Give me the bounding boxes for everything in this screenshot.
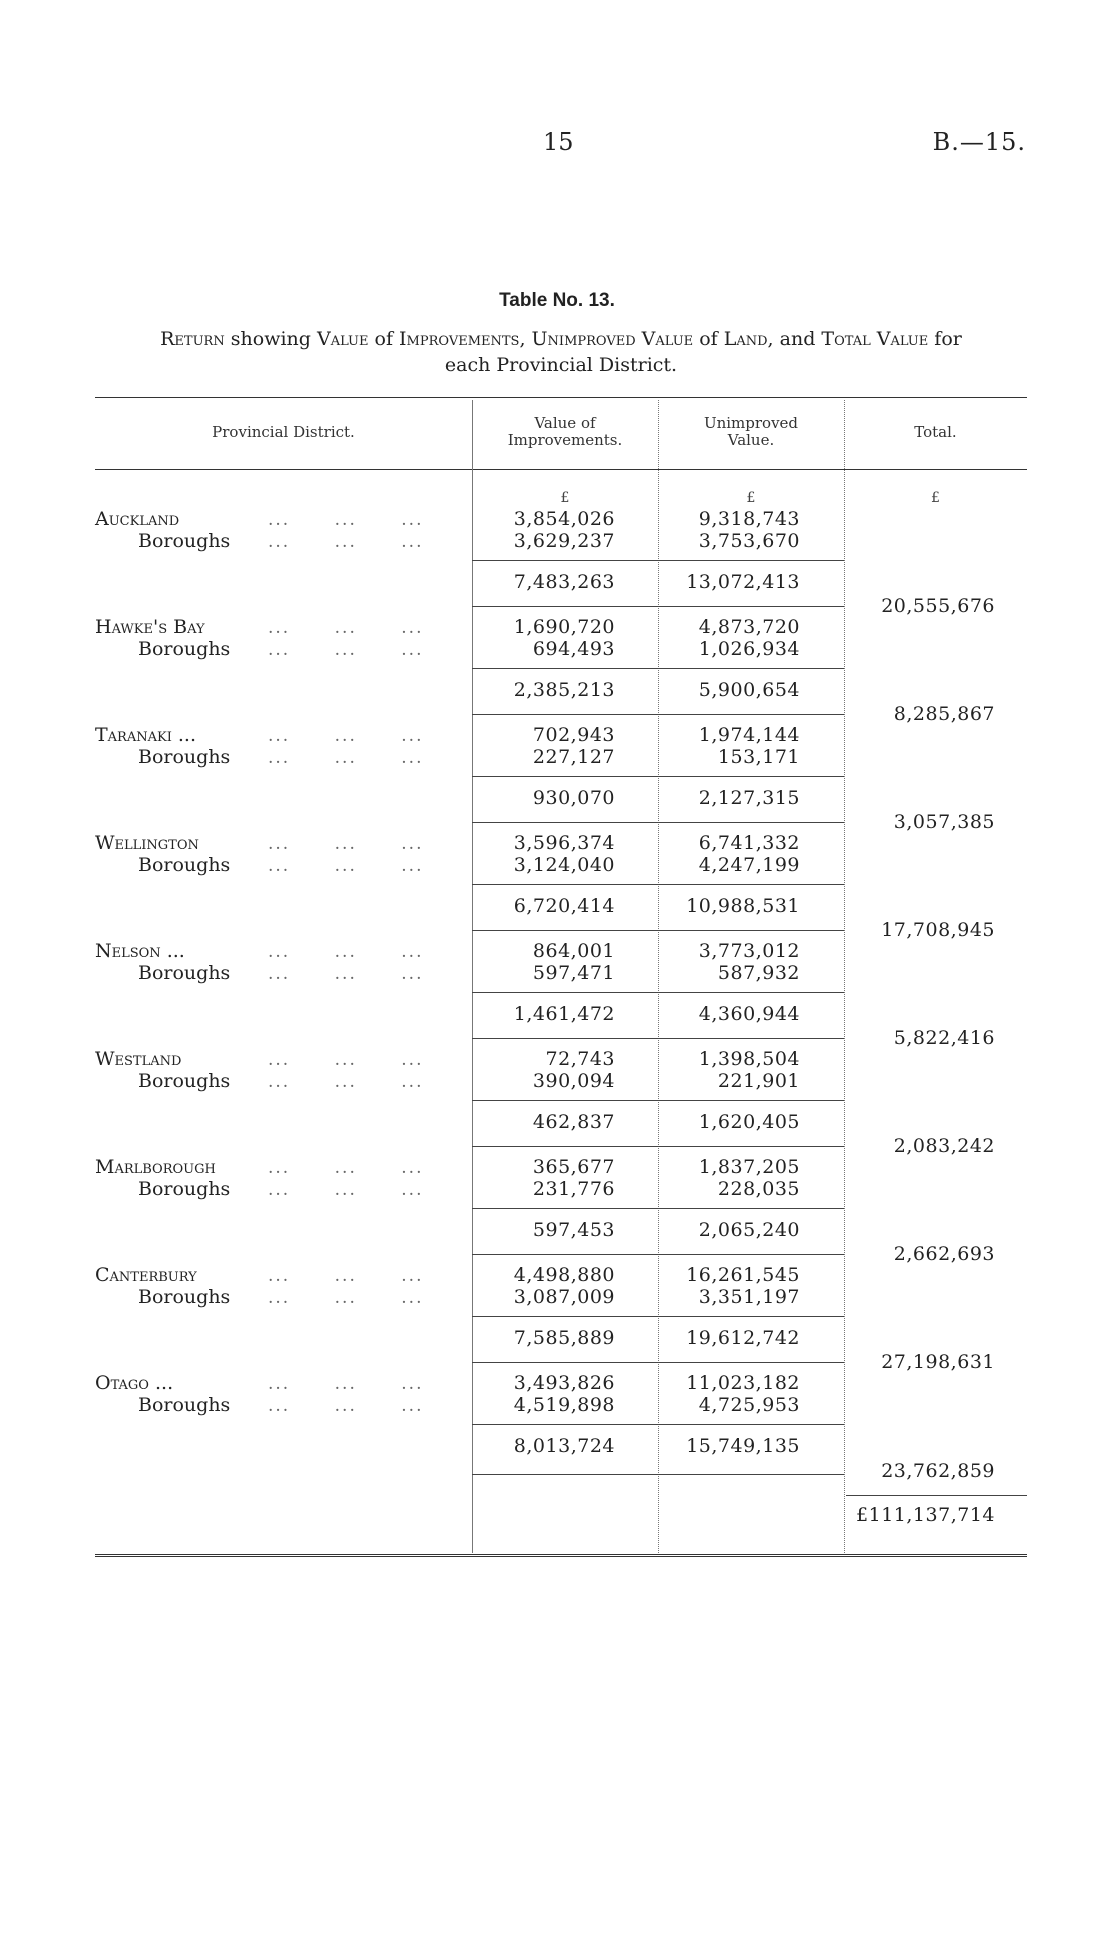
district-name: Otago ... (95, 1372, 174, 1394)
district-total: 5,822,416 (893, 1027, 995, 1049)
boroughs-unimproved-value: 1,026,934 (698, 638, 800, 660)
boroughs-improvements-value: 390,094 (532, 1070, 615, 1092)
leader-dots: ... ... ... (268, 1158, 424, 1178)
boroughs-label: Boroughs (138, 1286, 231, 1308)
subtotal-rule (472, 992, 844, 993)
currency-mark: £ (931, 490, 940, 506)
district-total: 2,083,242 (893, 1135, 995, 1157)
subtotal-improvements: 6,720,414 (513, 895, 615, 917)
boroughs-label: Boroughs (138, 746, 231, 768)
district-name: Auckland (95, 508, 180, 530)
district-total: 23,762,859 (881, 1460, 995, 1482)
grand-total-rule (846, 1495, 1027, 1496)
subtotal-rule (472, 1362, 844, 1363)
subtotal-improvements: 597,453 (532, 1219, 615, 1241)
boroughs-improvements-value: 3,629,237 (513, 530, 615, 552)
subtotal-rule (472, 606, 844, 607)
unimproved-value: 9,318,743 (698, 508, 800, 530)
subtotal-unimproved: 19,612,742 (686, 1327, 800, 1349)
leader-dots: ... ... ... (268, 532, 424, 552)
subtotal-rule (472, 822, 844, 823)
boroughs-unimproved-value: 3,753,670 (698, 530, 800, 552)
unimproved-value: 11,023,182 (686, 1372, 800, 1394)
boroughs-improvements-value: 227,127 (532, 746, 615, 768)
leader-dots: ... ... ... (268, 1180, 424, 1200)
subtotal-improvements: 7,483,263 (513, 571, 615, 593)
subtotal-unimproved: 10,988,531 (686, 895, 800, 917)
subtitle-word: Total Value (821, 328, 929, 350)
district-total: 27,198,631 (881, 1351, 995, 1373)
leader-dots: ... ... ... (268, 1072, 424, 1092)
district-block (0, 1048, 1114, 1156)
boroughs-improvements-value: 4,519,898 (513, 1394, 615, 1416)
district-block (0, 1372, 1114, 1480)
improvements-value: 365,677 (532, 1156, 615, 1178)
column-header-improvements (472, 415, 658, 449)
subtitle-word: and (779, 328, 816, 350)
header-line: Improvements. (507, 431, 623, 449)
district-name: Canterbury (95, 1264, 197, 1286)
subtotal-rule (472, 714, 844, 715)
unimproved-value: 3,773,012 (698, 940, 800, 962)
improvements-value: 3,596,374 (513, 832, 615, 854)
unimproved-value: 16,261,545 (686, 1264, 800, 1286)
subtotal-rule (472, 1146, 844, 1147)
leader-dots: ... ... ... (268, 748, 424, 768)
subtotal-rule (472, 776, 844, 777)
subtitle-word: of (374, 328, 393, 350)
district-block (0, 1264, 1114, 1372)
subtotal-rule (472, 1100, 844, 1101)
district-total: 8,285,867 (893, 703, 995, 725)
district-block (0, 1156, 1114, 1264)
district-block (0, 724, 1114, 832)
leader-dots: ... ... ... (268, 618, 424, 638)
boroughs-label: Boroughs (138, 1070, 231, 1092)
subtotal-unimproved: 15,749,135 (686, 1435, 800, 1457)
district-block (0, 616, 1114, 724)
subtotal-rule (472, 1424, 844, 1425)
district-name: Taranaki ... (95, 724, 197, 746)
improvements-value: 4,498,880 (513, 1264, 615, 1286)
subtotal-rule (472, 1208, 844, 1209)
district-name: Wellington (95, 832, 199, 854)
boroughs-label: Boroughs (138, 854, 231, 876)
unimproved-value: 1,974,144 (698, 724, 800, 746)
page-number: 15 (543, 128, 574, 156)
improvements-value: 72,743 (545, 1048, 615, 1070)
subtitle-word: Unimproved Value (531, 328, 694, 350)
boroughs-improvements-value: 3,087,009 (513, 1286, 615, 1308)
subtotal-rule (472, 668, 844, 669)
boroughs-label: Boroughs (138, 962, 231, 984)
boroughs-improvements-value: 694,493 (532, 638, 615, 660)
improvements-value: 3,493,826 (513, 1372, 615, 1394)
subtitle-word: Land, (723, 328, 774, 350)
leader-dots: ... ... ... (268, 1374, 424, 1394)
subtotal-unimproved: 13,072,413 (686, 571, 800, 593)
table-title: Table No. 13. (499, 290, 615, 311)
subtotal-unimproved: 2,065,240 (698, 1219, 800, 1241)
currency-mark: £ (560, 490, 570, 506)
header-line: Value of (534, 414, 596, 432)
page-reference: B.—15. (932, 128, 1026, 156)
leader-dots: ... ... ... (268, 510, 424, 530)
district-block (0, 940, 1114, 1048)
subtotal-rule (472, 1474, 844, 1475)
table-subtitle (95, 326, 1027, 378)
column-header-district: Provincial District. (212, 423, 355, 441)
subtitle-word: of (699, 328, 718, 350)
column-header-total: Total. (914, 423, 957, 441)
boroughs-unimproved-value: 3,351,197 (698, 1286, 800, 1308)
boroughs-label: Boroughs (138, 1394, 231, 1416)
improvements-value: 864,001 (532, 940, 615, 962)
currency-mark: £ (746, 490, 756, 506)
improvements-value: 1,690,720 (513, 616, 615, 638)
column-header-unimproved (658, 415, 844, 449)
leader-dots: ... ... ... (268, 1288, 424, 1308)
leader-dots: ... ... ... (268, 1050, 424, 1070)
district-total: 3,057,385 (893, 811, 995, 833)
subtitle-word: for (934, 328, 962, 350)
subtotal-rule (472, 1316, 844, 1317)
header-line: Value. (727, 431, 775, 449)
unimproved-value: 1,837,205 (698, 1156, 800, 1178)
subtotal-rule (472, 1254, 844, 1255)
leader-dots: ... ... ... (268, 726, 424, 746)
district-name: Marlborough (95, 1156, 216, 1178)
subtitle-word: Value (316, 328, 369, 350)
boroughs-unimproved-value: 587,932 (717, 962, 800, 984)
improvements-value: 3,854,026 (513, 508, 615, 530)
subtitle-word: Return (160, 328, 225, 350)
district-name: Westland (95, 1048, 182, 1070)
leader-dots: ... ... ... (268, 1396, 424, 1416)
district-total: 2,662,693 (893, 1243, 995, 1265)
subtotal-rule (472, 884, 844, 885)
subtotal-rule (472, 560, 844, 561)
leader-dots: ... ... ... (268, 1266, 424, 1286)
grand-total: £111,137,714 (856, 1504, 995, 1526)
subtotal-improvements: 2,385,213 (513, 679, 615, 701)
boroughs-unimproved-value: 4,247,199 (698, 854, 800, 876)
subtitle-word: showing (230, 328, 311, 350)
leader-dots: ... ... ... (268, 856, 424, 876)
subtotal-improvements: 7,585,889 (513, 1327, 615, 1349)
header-bottom-rule (95, 469, 1027, 470)
leader-dots: ... ... ... (268, 834, 424, 854)
boroughs-improvements-value: 231,776 (532, 1178, 615, 1200)
subtotal-unimproved: 1,620,405 (698, 1111, 800, 1133)
district-name: Nelson ... (95, 940, 185, 962)
leader-dots: ... ... ... (268, 640, 424, 660)
boroughs-unimproved-value: 228,035 (717, 1178, 800, 1200)
subtitle-word: Improvements, (399, 328, 526, 350)
subtotal-improvements: 462,837 (532, 1111, 615, 1133)
district-total: 17,708,945 (881, 919, 995, 941)
subtotal-improvements: 1,461,472 (513, 1003, 615, 1025)
subtotal-unimproved: 2,127,315 (698, 787, 800, 809)
leader-dots: ... ... ... (268, 942, 424, 962)
subtotal-unimproved: 5,900,654 (698, 679, 800, 701)
boroughs-unimproved-value: 153,171 (717, 746, 800, 768)
subtotal-improvements: 8,013,724 (513, 1435, 615, 1457)
district-block (0, 832, 1114, 940)
boroughs-label: Boroughs (138, 530, 231, 552)
subtotal-unimproved: 4,360,944 (698, 1003, 800, 1025)
boroughs-label: Boroughs (138, 638, 231, 660)
table-top-rule (95, 397, 1027, 398)
boroughs-unimproved-value: 221,901 (717, 1070, 800, 1092)
boroughs-improvements-value: 597,471 (532, 962, 615, 984)
boroughs-unimproved-value: 4,725,953 (698, 1394, 800, 1416)
subtotal-improvements: 930,070 (532, 787, 615, 809)
subtitle-line-2: each Provincial District. (444, 354, 678, 376)
district-name: Hawke's Bay (95, 616, 205, 638)
boroughs-improvements-value: 3,124,040 (513, 854, 615, 876)
subtotal-rule (472, 930, 844, 931)
unimproved-value: 4,873,720 (698, 616, 800, 638)
boroughs-label: Boroughs (138, 1178, 231, 1200)
unimproved-value: 1,398,504 (698, 1048, 800, 1070)
unimproved-value: 6,741,332 (698, 832, 800, 854)
district-block (0, 508, 1114, 616)
leader-dots: ... ... ... (268, 964, 424, 984)
improvements-value: 702,943 (532, 724, 615, 746)
district-total: 20,555,676 (881, 595, 995, 617)
table-bottom-rule (95, 1554, 1027, 1557)
header-line: Unimproved (703, 414, 799, 432)
subtotal-rule (472, 1038, 844, 1039)
